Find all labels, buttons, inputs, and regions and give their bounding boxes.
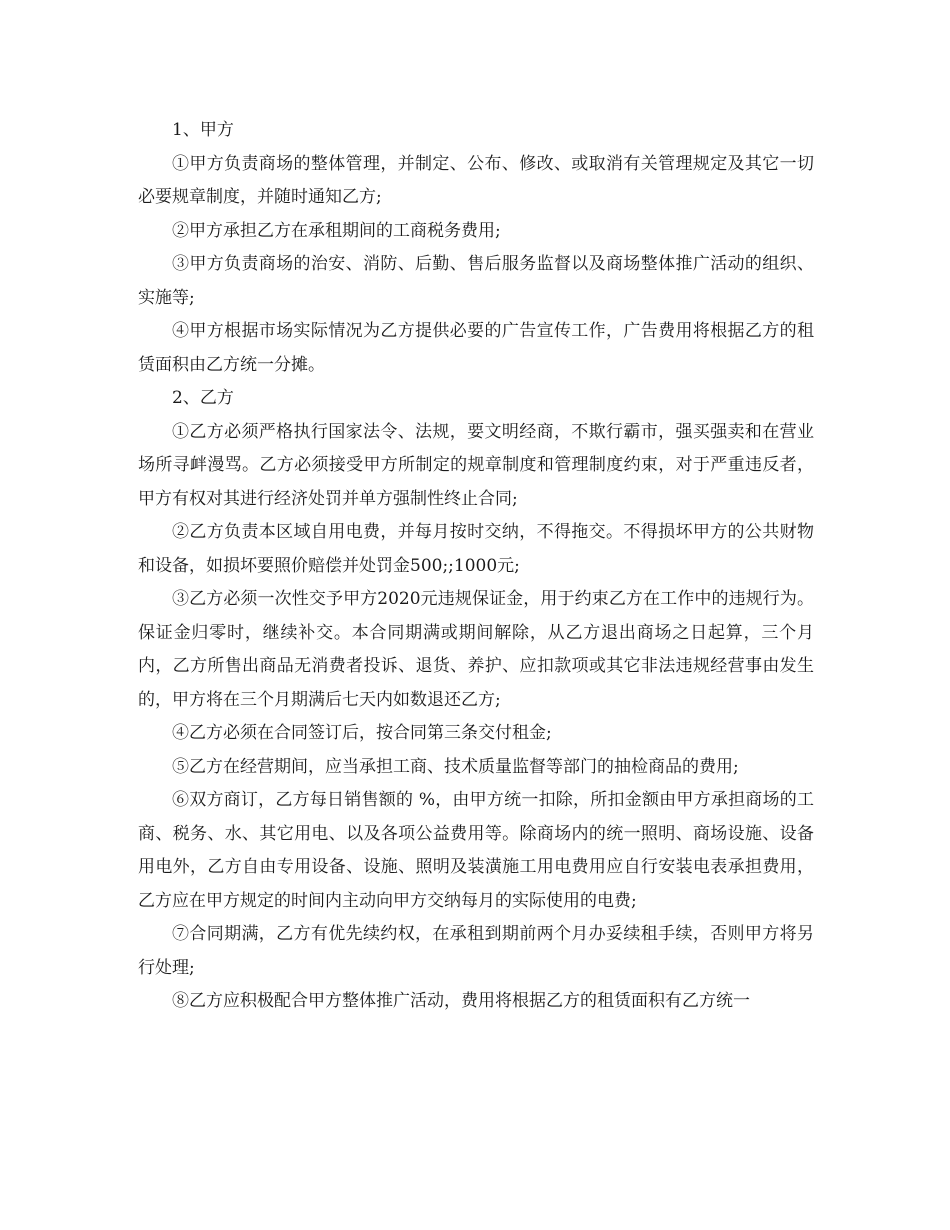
paragraph: ①甲方负责商场的整体管理，并制定、公布、修改、或取消有关管理规定及其它一切必要规章制度，并随时通知乙方; [138,153,814,207]
paragraph: ⑤乙方在经营期间，应当承担工商、技术质量监督等部门的抽检商品的费用; [172,756,739,777]
section-heading-party-b: 2、乙方 [172,388,234,408]
paragraph: ③甲方负责商场的治安、消防、后勤、售后服务监督以及商场整体推广活动的组织、实施等; [138,254,814,308]
section-heading-party-a: 1、甲方 [172,120,234,140]
paragraph: ④乙方必须在合同签订后，按合同第三条交付租金; [172,723,552,743]
paragraph: ⑧乙方应积极配合甲方整体推广活动，费用将根据乙方的租赁面积有乙方统一 [172,991,750,1011]
paragraph: ⑥双方商订，乙方每日销售额的 %，由甲方统一扣除，所扣金额由甲方承担商场的工商、税务、水、其它用电、以及各项公益费用等。除商场内的统一照明、商场设施、设备用电外，乙方自由专用设备、设施、照明及装潢施工用电费用应自行安装电表承担费用，乙方应在甲方规定的时间内主动向甲方交纳每月的实际使用的电费; [138,790,814,911]
paragraph: ①乙方必须严格执行国家法令、法规，要文明经商，不欺行霸市，强买强卖和在营业场所寻衅漫骂。乙方必须接受甲方所制定的规章制度和管理制度约束，对于严重违反者，甲方有权对其进行经济处罚并单方强制性终止合同; [138,421,814,509]
paragraph: ⑦合同期满，乙方有优先续约权，在承租到期前两个月办妥续租手续，否则甲方将另行处理; [138,924,814,978]
paragraph: ③乙方必须一次性交予甲方2020元违规保证金，用于约束乙方在工作中的违规行为。保证金归零时，继续补交。本合同期满或期间解除，从乙方退出商场之日起算，三个月内，乙方所售出商品无消费者投诉、退货、养护、应扣款项或其它非法违规经营事由发生的，甲方将在三个月期满后七天内如数退还乙方; [138,589,814,710]
document-body [138,114,814,1019]
paragraph: ②乙方负责本区域自用电费，并每月按时交纳，不得拖交。不得损坏甲方的公共财物和设备，如损坏要照价赔偿并处罚金500;;1000元; [138,522,814,576]
paragraph: ②甲方承担乙方在承租期间的工商税务费用; [172,220,501,241]
paragraph: ④甲方根据市场实际情况为乙方提供必要的广告宣传工作，广告费用将根据乙方的租赁面积由乙方统一分摊。 [138,321,814,375]
